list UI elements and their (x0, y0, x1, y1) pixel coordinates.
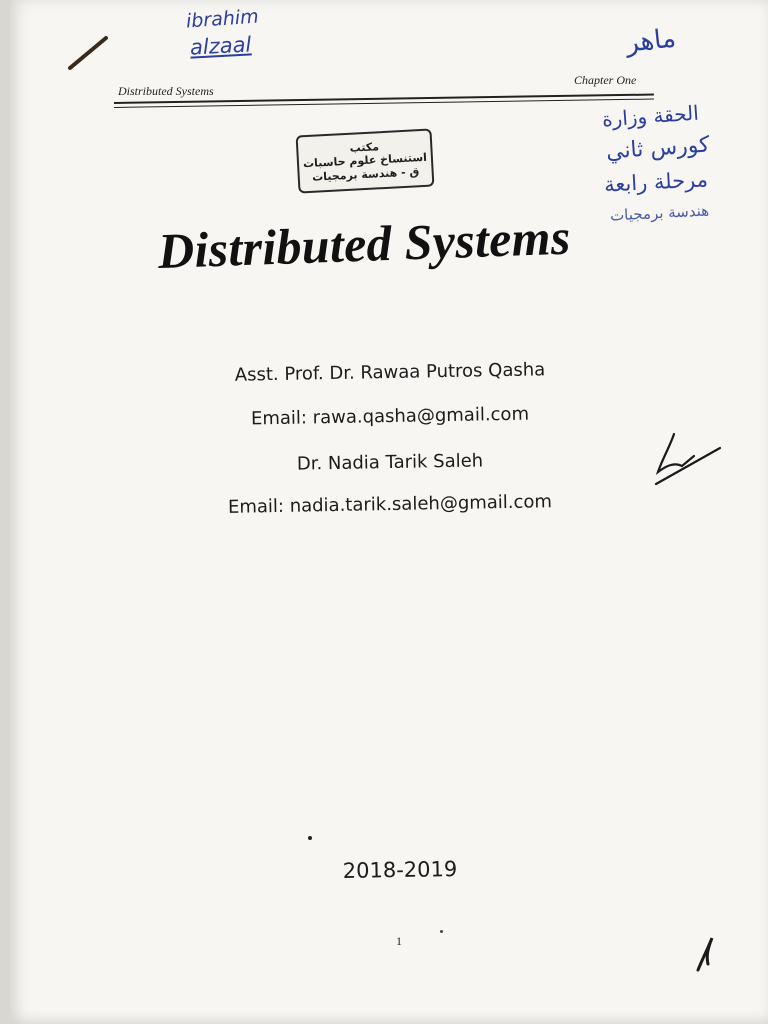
stamp-line-2: استنساخ علوم حاسبات (302, 150, 428, 170)
author-1-email: Email: rawa.qasha@gmail.com (250, 403, 530, 430)
handwritten-note-3: مرحلة رابعة (603, 167, 709, 197)
academic-year: 2018-2019 (342, 857, 458, 883)
pen-check-mark (690, 934, 720, 974)
speck (308, 836, 312, 840)
stamp-line-3: ق - هندسة برمجيات (311, 164, 420, 184)
handwritten-note-2: كورس ثاني (605, 132, 711, 165)
running-header-right: Chapter One (574, 73, 637, 87)
handwritten-note-4: هندسة برمجيات (609, 201, 710, 225)
handwritten-top-right: ماهر (624, 23, 678, 59)
stamp-line-1: مكتب (349, 139, 380, 155)
author-1-name: Asst. Prof. Dr. Rawaa Putros Qasha (234, 359, 546, 386)
copy-office-stamp (296, 128, 435, 193)
author-2-name: Dr. Nadia Tarik Saleh (296, 450, 484, 475)
document-title: Distributed Systems (157, 208, 572, 279)
handwritten-note-1: الحقة وزارة (601, 100, 700, 132)
pen-stroke-mark (66, 34, 112, 74)
handwritten-name-line2: alzaal (189, 32, 252, 60)
author-2-email: Email: nadia.tarik.saleh@gmail.com (227, 491, 553, 518)
page-number: 1 (396, 934, 402, 948)
document-page (10, 0, 768, 1024)
speck (440, 930, 443, 933)
signature-mark (644, 426, 728, 492)
running-header-left: Distributed Systems (118, 84, 214, 98)
handwritten-name-line1: ibrahim (185, 5, 260, 33)
